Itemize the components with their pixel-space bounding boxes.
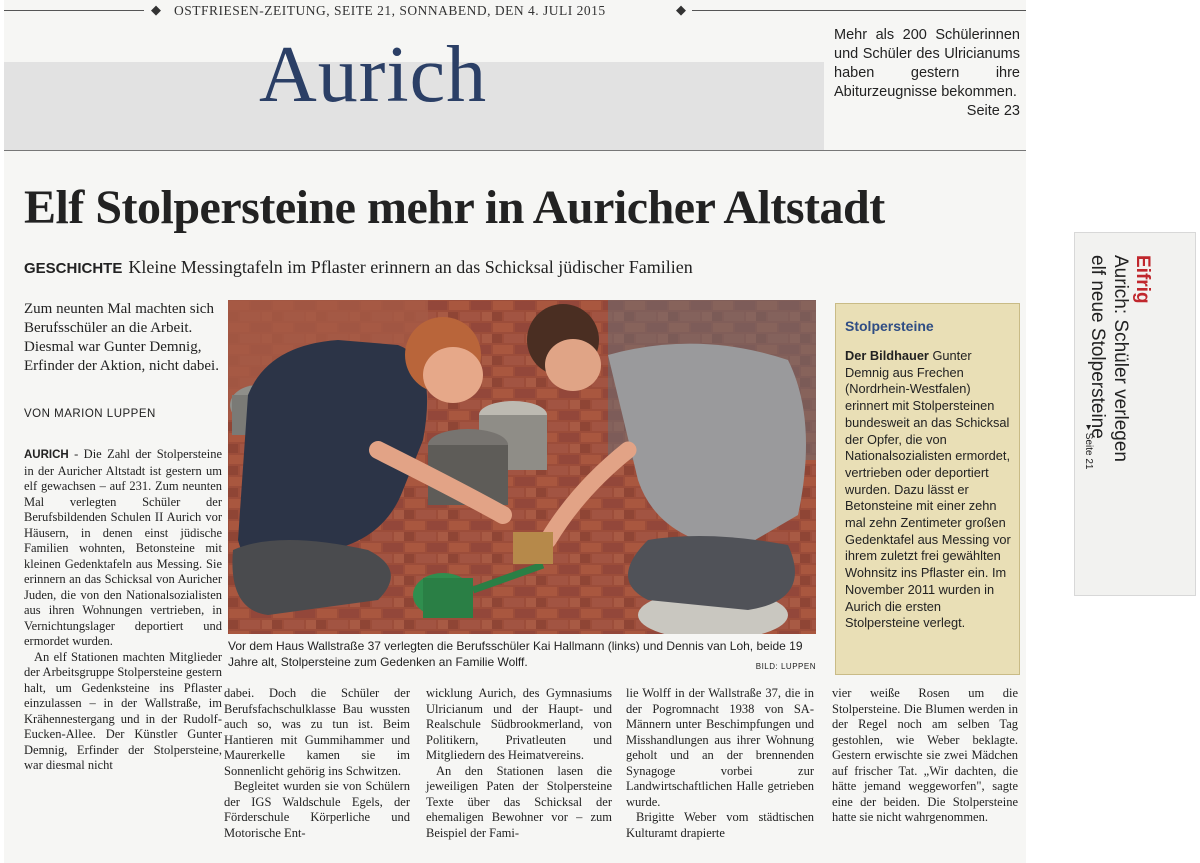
article-byline: VON MARION LUPPEN (24, 408, 156, 420)
masthead (4, 0, 1026, 22)
article-column-5 (832, 686, 1018, 826)
info-box-lead: Der Bildhauer (845, 348, 929, 363)
teaser-box (834, 26, 1020, 121)
teaser-text: Mehr als 200 Schülerinnen und Schüler des Ulricianums haben gestern ihre Abiturzeugnisse bekommen. (834, 27, 1020, 100)
masthead-rule-left (4, 10, 144, 11)
column-3-paragraph-2: An den Stationen lasen die jeweiligen Paten der Stolpersteine Texte über das Schicksal der ehemaligen Bewohner vor – zum Beispiel der Fami- (426, 763, 612, 840)
column-1-text-1: - Die Zahl der Stolpersteine in der Auricher Altstadt ist gestern um elf gewachsen – auf 231. Zum neunten Mal verlegten Schüler der Berufsbildenden Schulen II Aurich vor Häusern, in denen einst jüdische Familien wohnten, Betonsteine mit kleinen Gedenktafeln aus Messing. Sie erinnern an das Schicksal von Auricher Juden, die von den Nationalsozialisten aus ihren Wohnungen vertrieben, in Vernichtungslager deportiert und ermordet wurden. (24, 447, 222, 648)
masthead-diamond-right-icon: ◆ (676, 2, 686, 17)
column-4-paragraph-2: Brigitte Weber vom städtischen Kulturamt drapierte (626, 810, 814, 840)
article-dateline: AURICH (24, 449, 69, 461)
info-box (835, 303, 1020, 675)
caption-text: Vor dem Haus Wallstraße 37 verlegten die Berufsschüler Kai Hallmann (links) und Dennis van Loh, beide 19 Jahre alt, Stolpersteine zum Gedenken an Familie Wolff. (228, 639, 803, 669)
teaser-page-ref: Seite 23 (966, 103, 1020, 119)
clipping-kicker: Eifrig (1132, 255, 1153, 304)
clipping-rotated-content (1075, 235, 1193, 593)
masthead-rule-right (692, 10, 1026, 11)
newspaper-page (4, 0, 1026, 863)
index-clipping (1074, 232, 1196, 596)
info-box-text: Gunter Demnig aus Frechen (Nordrhein-Westfalen) erinnert mit Stolpersteinen bundesweit an das Schicksal der Opfer, die von Nationalsozialisten ermordet, vertrieben oder deportiert wurden. Dazu lässt er Betonsteine mit einer zehn mal zehn Zentimeter großen Gedenktafel aus Messing vor ihrem zuletzt frei gewählten Wohnsitz ins Pflaster ein. Im November 2011 wurden in Aurich die ersten Stolpersteine verlegt. (845, 348, 1011, 631)
clipping-headline-line-1: Aurich: Schüler verlegen (1110, 255, 1131, 462)
article-column-3 (426, 686, 612, 841)
article-column-4 (626, 686, 814, 841)
column-2-paragraph-1: dabei. Doch die Schüler der Berufsfachschulklasse Bau wussten auch so, was zu tun ist. Beim Hantieren mit Gummihammer und Maurerkelle kamen sie im Sonnenlicht gehörig ins Schwitzen. (224, 686, 410, 778)
column-2-paragraph-2: Begleitet wurden sie von Schülern der IGS Waldschule Egels, der Förderschule Körperliche und Motorische Ent- (224, 779, 410, 840)
clipping-headline-line-2: elf neue Stolpersteine (1087, 255, 1108, 439)
photo-credit: BILD: LUPPEN (755, 662, 816, 671)
column-1-paragraph-1 (24, 447, 222, 650)
photo-illustration (228, 300, 816, 634)
article-subheadline (24, 257, 693, 278)
column-3-paragraph-1: wicklung Aurich, des Gymnasiums Ulricianum und der Haupt- und Realschule Südbrookmerland, von Politikern, Privatleuten und Mitgliedern des Heimatvereins. (426, 686, 612, 762)
column-4-paragraph-1: lie Wolff in der Wallstraße 37, die in der Pogromnacht 1938 von SA-Männern unter Beschimpfungen und Misshandlungen aus ihrer Wohnung geholt und an der brennenden Synagoge vorbei zur Landwirtschaftlichen Halle getrieben wurde. (626, 686, 814, 809)
info-box-body (845, 348, 1013, 632)
article-headline: Elf Stolpersteine mehr in Auricher Altstadt (24, 181, 885, 234)
article-column-1 (24, 447, 222, 774)
column-5-paragraph-1: vier weiße Rosen um die Stolpersteine. Die Blumen werden in der Regel noch am selben Tag gestohlen, wie Weber beklagte. Gestern erwischte sie zwei Mädchen auf frischer Tat. „Wir dachten, die hätte jemand weggeworfen", sagte eine der beiden. Die Stolpersteine hatte sie nicht wahrgenommen. (832, 686, 1018, 824)
section-rule (4, 150, 1026, 151)
masthead-diamond-left-icon: ◆ (151, 2, 161, 17)
info-box-title: Stolpersteine (845, 318, 934, 334)
article-kicker: GESCHICHTE (24, 260, 123, 277)
masthead-text: OSTFRIESEN-ZEITUNG, SEITE 21, SONNABEND, DEN 4. JULI 2015 (174, 3, 606, 18)
column-1-paragraph-2: An elf Stationen machten Mitglieder der Arbeitsgruppe Stolpersteine gestern halt, um Gedenksteine ins Pflaster einzulassen – in der Wallstraße, im Krähennestergang und in der Rudolf-Eucken-Allee. Der Künstler Gunter Demnig, Erfinder der Stolpersteine, war diesmal nicht (24, 649, 222, 772)
article-column-2 (224, 686, 410, 841)
article-photo (228, 300, 816, 634)
photo-caption (228, 638, 816, 675)
article-intro: Zum neunten Mal machten sich Berufsschüler an die Arbeit. Diesmal war Gunter Demnig, Erfinder der Aktion, nicht dabei. (24, 301, 219, 374)
section-title: Aurich (259, 31, 488, 119)
subheadline-text: Kleine Messingtafeln im Pflaster erinnern an das Schicksal jüdischer Familien (128, 257, 693, 277)
clipping-page-ref: ▸ Seite 21 (1083, 425, 1094, 470)
